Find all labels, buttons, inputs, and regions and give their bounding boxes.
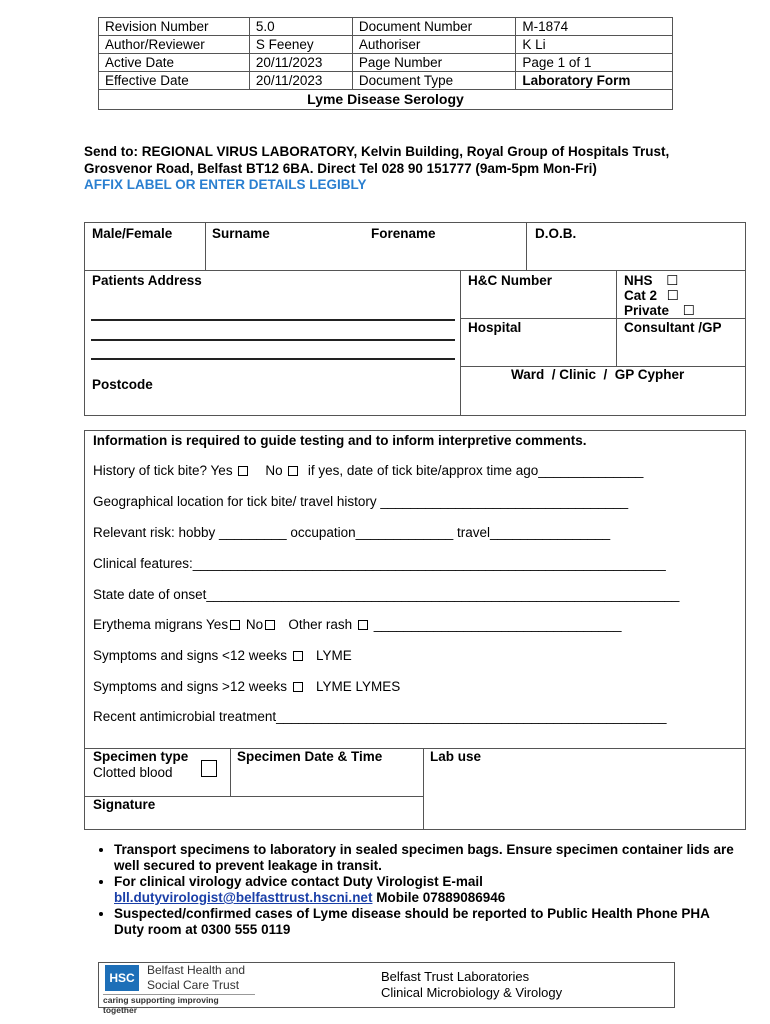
- cell: Effective Date: [99, 72, 250, 90]
- lyme-checkbox[interactable]: [293, 651, 303, 661]
- clinical-features-field[interactable]: Clinical features:_______________________________________________________________: [93, 556, 666, 571]
- divider: [230, 748, 231, 796]
- other-rash-checkbox[interactable]: [358, 620, 368, 630]
- cell: 20/11/2023: [249, 54, 352, 72]
- cell: Laboratory Form: [516, 72, 673, 90]
- private-label: Private ☐: [624, 303, 695, 318]
- divider: [460, 270, 461, 415]
- male-female-label: Male/Female: [92, 226, 173, 241]
- divider: [460, 318, 745, 319]
- form-title: Lyme Disease Serology: [99, 90, 673, 110]
- geo-location-field[interactable]: Geographical location for tick bite/ travel history _________________________________: [93, 494, 629, 509]
- cell: Authoriser: [352, 36, 515, 54]
- ward-clinic-label: Ward / Clinic / GP Cypher: [511, 367, 685, 382]
- tick-no-checkbox[interactable]: [288, 466, 298, 476]
- list-item: • For clinical virology advice contact Duty Virologist E-mail bll.dutyvirologist@belfasttrust.hscni.net Mobile 07889086946: [114, 874, 740, 906]
- cell: 5.0: [249, 18, 352, 36]
- dob-label: D.O.B.: [535, 226, 577, 241]
- table-row: [99, 90, 673, 110]
- lab-name: Belfast Trust Laboratories Clinical Microbiology & Virology: [381, 969, 563, 1000]
- cell: S Feeney: [249, 36, 352, 54]
- relevant-risk-field[interactable]: Relevant risk: hobby _________ occupation_____________ travel________________: [93, 525, 611, 540]
- cell: Revision Number: [99, 18, 250, 36]
- cell: Author/Reviewer: [99, 36, 250, 54]
- table-row: [99, 72, 673, 90]
- trust-tagline: caring supporting improving together: [103, 994, 255, 1015]
- address-line: [91, 358, 455, 360]
- address-line: [91, 339, 455, 341]
- lab-use-label: Lab use: [430, 749, 482, 764]
- symptoms-gt-12-weeks: Symptoms and signs >12 weeks LYME LYMES: [93, 679, 401, 694]
- divider: [205, 223, 206, 270]
- clotted-blood-checkbox[interactable]: [201, 760, 217, 777]
- table-row: [99, 36, 673, 54]
- cell: 20/11/2023: [249, 72, 352, 90]
- tick-bite-question: History of tick bite? Yes No if yes, date of tick bite/approx time ago______________: [93, 463, 644, 478]
- footer: [98, 962, 675, 1015]
- surname-label: Surname: [212, 226, 270, 241]
- clotted-blood-label: Clotted blood: [93, 765, 173, 780]
- hc-number-label: H&C Number: [468, 273, 553, 288]
- erythema-no-checkbox[interactable]: [265, 620, 275, 630]
- address-label: Patients Address: [92, 273, 202, 288]
- divider: [85, 270, 745, 271]
- cell: M-1874: [516, 18, 673, 36]
- cell: K Li: [516, 36, 673, 54]
- erythema-yes-checkbox[interactable]: [230, 620, 240, 630]
- address-line: [91, 319, 455, 321]
- cell: Page 1 of 1: [516, 54, 673, 72]
- hsc-logo: HSC: [105, 965, 139, 991]
- table-row: [99, 54, 673, 72]
- consultant-label: Consultant /GP: [624, 320, 722, 335]
- cell: Active Date: [99, 54, 250, 72]
- lyme-lymes-checkbox[interactable]: [293, 682, 303, 692]
- trust-name: Belfast Health and Social Care Trust: [147, 963, 246, 992]
- nhs-label: NHS ☐: [624, 273, 679, 288]
- postcode-label: Postcode: [92, 377, 153, 392]
- info-heading: Information is required to guide testing and to inform interpretive comments.: [93, 433, 587, 448]
- antimicrobial-field[interactable]: Recent antimicrobial treatment____________________________________________________: [93, 709, 667, 724]
- list-item: • Transport specimens to laboratory in sealed specimen bags. Ensure specimen container lids are well secured to prevent leakage in transit.: [114, 842, 740, 874]
- cell: Document Number: [352, 18, 515, 36]
- signature-label: Signature: [93, 797, 156, 812]
- cell: Document Type: [352, 72, 515, 90]
- symptoms-lt-12-weeks: Symptoms and signs <12 weeks LYME: [93, 648, 352, 663]
- cat2-label: Cat 2 ☐: [624, 288, 679, 303]
- send-to-address: Send to: REGIONAL VIRUS LABORATORY, Kelvin Building, Royal Group of Hospitals Trust, Grosvenor Road, Belfast BT12 6BA. Direct Tel 028 90 151777 (9am-5pm Mon-Fri): [84, 144, 670, 176]
- patient-details-box: [84, 222, 746, 416]
- clinical-info-box: [84, 430, 746, 830]
- specimen-date-label: Specimen Date & Time: [237, 749, 383, 764]
- hospital-label: Hospital: [468, 320, 522, 335]
- table-row: [99, 18, 673, 36]
- affix-label-instruction: AFFIX LABEL OR ENTER DETAILS LEGIBLY: [84, 177, 367, 192]
- onset-date-field[interactable]: State date of onset_______________________________________________________________: [93, 587, 680, 602]
- instructions-list: [90, 842, 740, 938]
- tick-yes-checkbox[interactable]: [238, 466, 248, 476]
- divider: [423, 748, 424, 829]
- specimen-type-label: Specimen type: [93, 749, 189, 764]
- cell: Page Number: [352, 54, 515, 72]
- divider: [526, 223, 527, 270]
- document-control-table: [98, 17, 673, 110]
- list-item: • Suspected/confirmed cases of Lyme disease should be reported to Public Health Phone PHA Duty room at 0300 555 0119: [114, 906, 740, 938]
- virologist-email-link[interactable]: bll.dutyvirologist@belfasttrust.hscni.net: [114, 890, 373, 905]
- forename-label: Forename: [371, 226, 436, 241]
- erythema-migrans-question: Erythema migrans Yes No Other rash _________________________________: [93, 617, 622, 632]
